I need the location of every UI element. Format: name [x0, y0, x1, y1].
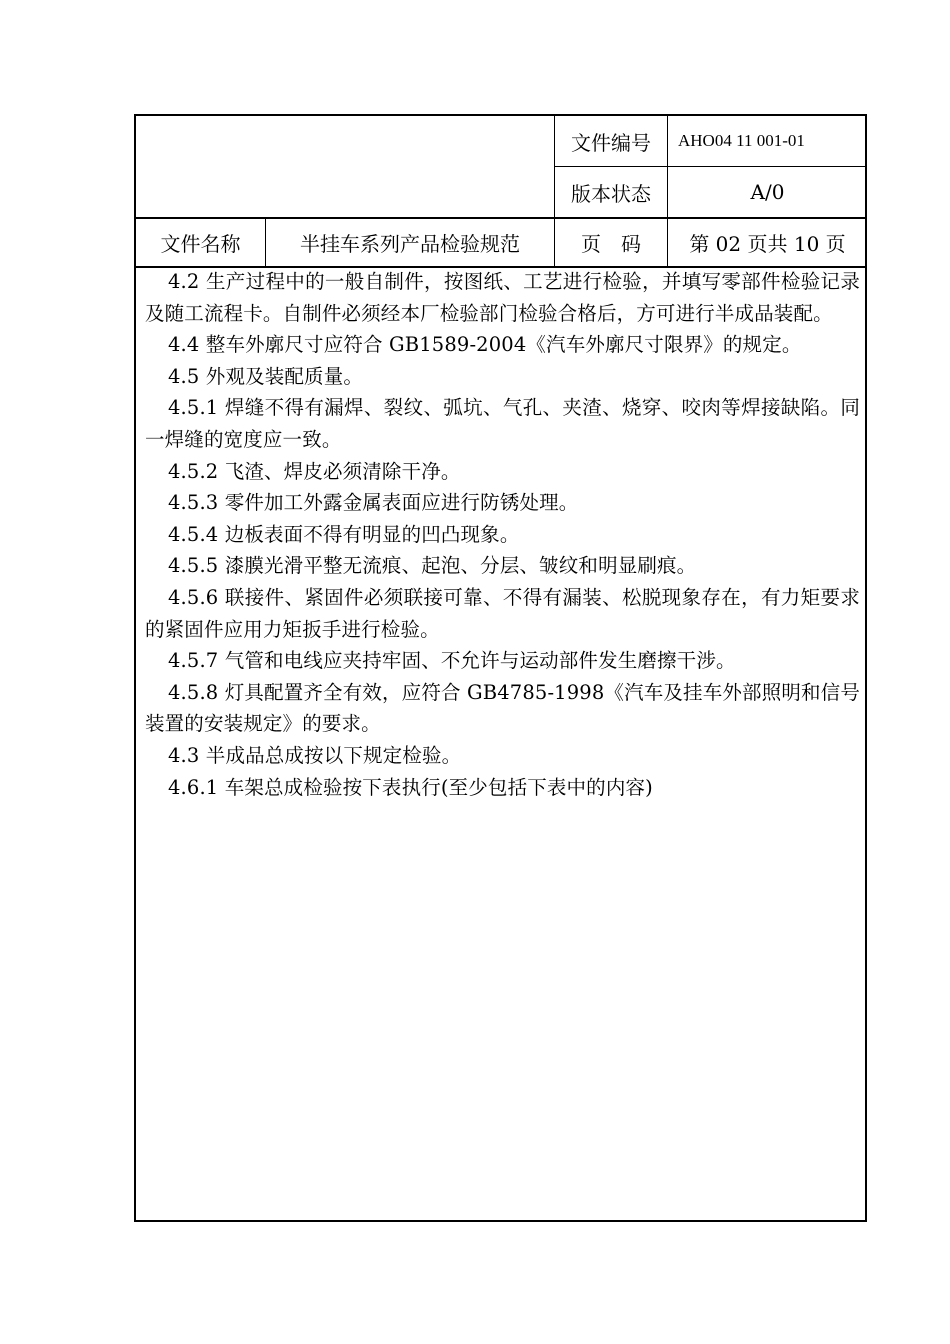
paragraph: 4.5.5 漆膜光滑平整无流痕、起泡、分层、皱纹和明显刷痕。: [168, 554, 697, 578]
version-label: 版本状态: [571, 181, 651, 206]
paragraph: 4.5.3 零件加工外露金属表面应进行防锈处理。: [168, 491, 579, 515]
paragraph: 4.5.6 联接件、紧固件必须联接可靠、不得有漏装、松脱现象存在，有力矩要求的紧固件应用力矩扳手进行检验。: [145, 585, 860, 641]
paragraph: 4.6.1 车架总成检验按下表执行(至少包括下表中的内容): [168, 775, 653, 799]
paragraph: 4.5.2 飞渣、焊皮必须清除干净。: [168, 459, 461, 483]
inspection-spec-body: [145, 266, 860, 803]
paragraph: 4.5 外观及装配质量。: [168, 364, 364, 388]
paragraph: 4.5.4 边板表面不得有明显的凹凸现象。: [168, 522, 520, 546]
file-name-value: 半挂车系列产品检验规范: [300, 232, 520, 256]
page-label: 页 码: [581, 232, 641, 256]
paragraph: 4.3 半成品总成按以下规定检验。: [168, 743, 462, 767]
paragraph: 4.5.7 气管和电线应夹持牢固、不允许与运动部件发生磨擦干涉。: [168, 649, 736, 673]
doc-number-label: 文件编号: [571, 130, 651, 155]
version-value: A/0: [750, 180, 785, 204]
document-frame: [134, 114, 867, 1222]
paragraph: 4.2 生产过程中的一般自制件，按图纸、工艺进行检验，并填写零部件检验记录及随工流程卡。自制件必须经本厂检验部门检验合格后，方可进行半成品装配。: [145, 270, 860, 325]
page-value: 第 02 页共 10 页: [689, 232, 846, 256]
file-name-label: 文件名称: [160, 232, 241, 256]
paragraph: 4.4 整车外廓尺寸应符合 GB1589-2004《汽车外廓尺寸限界》的规定。: [168, 333, 802, 357]
paragraph: 4.5.1 焊缝不得有漏焊、裂纹、弧坑、气孔、夹渣、烧穿、咬肉等焊接缺陷。同一焊缝的宽度应一致。: [145, 396, 860, 451]
paragraph: 4.5.8 灯具配置齐全有效，应符合 GB4785-1998《汽车及挂车外部照明和信号装置的安装规定》的要求。: [145, 680, 860, 736]
doc-number-value: AHO04 11 001-01: [678, 131, 805, 150]
